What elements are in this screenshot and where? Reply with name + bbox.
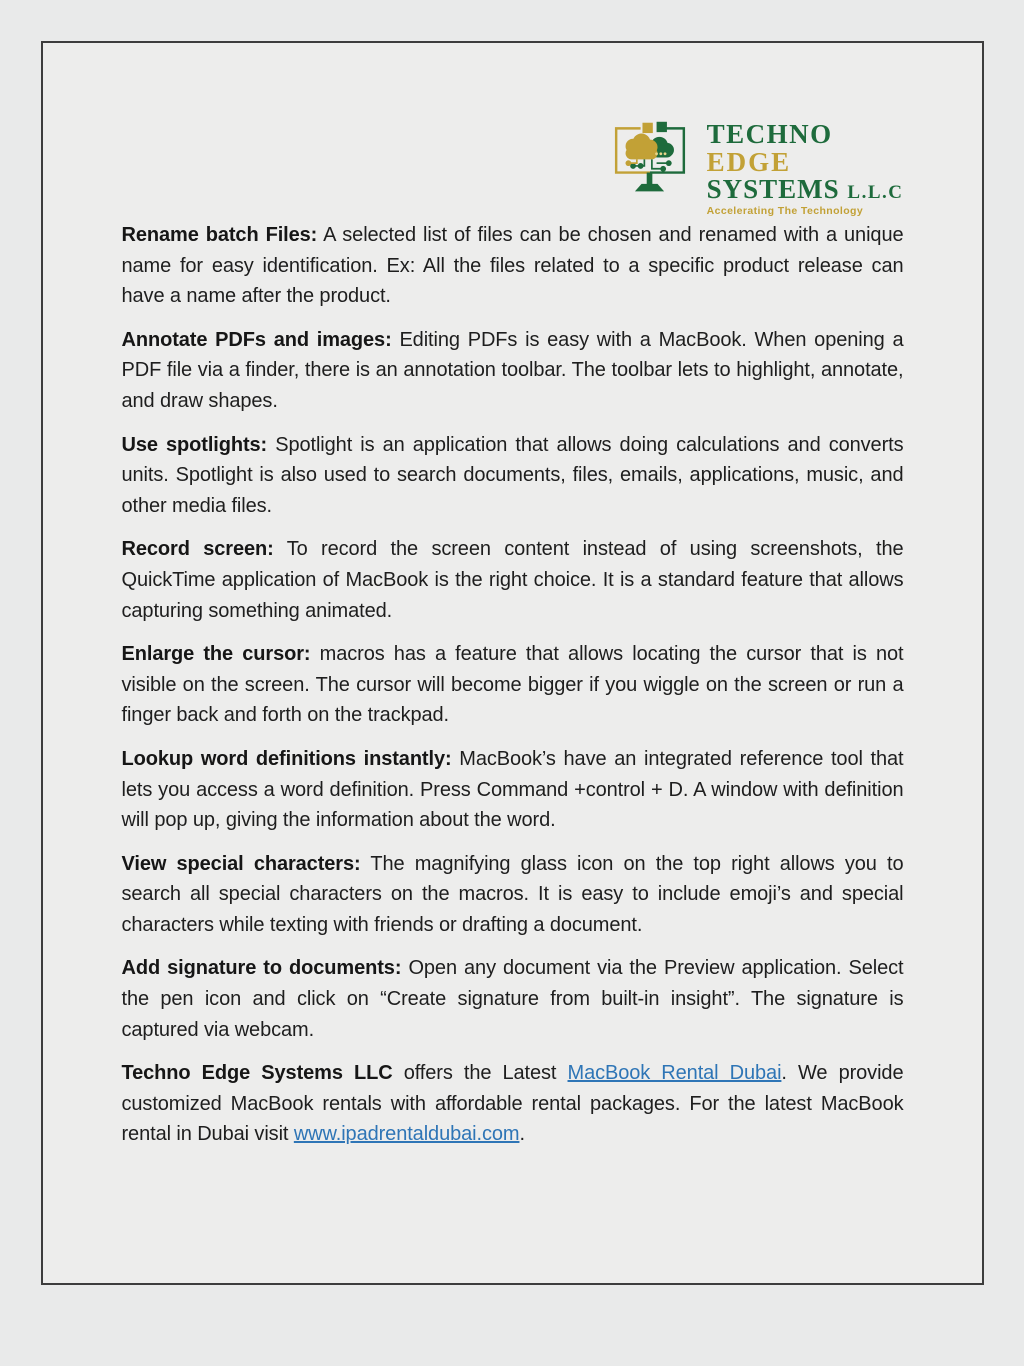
logo-word-techno: TECHNO xyxy=(706,119,833,149)
paragraph-add-signature xyxy=(122,953,904,1045)
logo-wordmark xyxy=(707,114,904,216)
paragraph-body: MacBook’s have an integrated reference tool that lets you access a word definition. Press Command +control + D. A window with definition will pop up, giving the information about the word. xyxy=(121,747,904,832)
paragraph-body: Editing PDFs is easy with a MacBook. When opening a PDF file via a finder, there is an annotation toolbar. The toolbar lets to highlight, annotate, and draw shapes. xyxy=(121,328,904,412)
paragraph-lead: Lookup word definitions instantly: xyxy=(121,747,452,770)
paragraph-body: . xyxy=(519,1123,525,1146)
logo-word-edge: EDGE xyxy=(706,146,792,177)
paragraph-closing xyxy=(122,1058,904,1150)
paragraph-rename-batch-files xyxy=(122,220,904,312)
paragraph-view-special-characters xyxy=(122,849,904,941)
paragraph-body: Spotlight is an application that allows doing calculations and converts units. Spotlight is also used to search documents, files, emails, applications, music, and other media files. xyxy=(121,433,904,517)
macbook-rental-dubai-link[interactable]: MacBook Rental Dubai xyxy=(567,1062,782,1085)
paragraph-body: To record the screen content instead of using screenshots, the QuickTime application of MacBook is the right choice. It is a standard feature that allows capturing something animated. xyxy=(121,538,904,622)
paragraph-lookup-definitions xyxy=(122,744,904,836)
paragraph-body: Open any document via the Preview application. Select the pen icon and click on “Create signature from built-in insight”. The signature is captured via webcam. xyxy=(121,957,904,1041)
document-body xyxy=(122,220,904,1150)
logo-tagline: Accelerating The Technology xyxy=(706,204,864,217)
paragraph-lead: Rename batch Files: xyxy=(121,224,318,246)
monitor-cloud-icon xyxy=(603,114,697,201)
paragraph-body: macros has a feature that allows locating the cursor that is not visible on the screen. The cursor will become bigger if you wiggle on the screen or run a finger back and forth on the trackpad. xyxy=(121,643,904,727)
paragraph-lead: Record screen: xyxy=(121,538,274,561)
paragraph-body: . We provide customized MacBook rentals with affordable rental packages. For the latest MacBook rental in Dubai visit xyxy=(121,1062,904,1146)
paragraph-use-spotlights xyxy=(122,430,904,522)
company-logo xyxy=(122,114,904,217)
paragraph-lead: Add signature to documents: xyxy=(121,957,402,980)
document-page xyxy=(41,41,984,1285)
paragraph-body: A selected list of files can be chosen and renamed with a unique name for easy identification. Ex: All the files related to a specific product release can have a name after the product. xyxy=(121,224,904,308)
paragraph-enlarge-cursor xyxy=(122,639,904,731)
paragraph-lead: Techno Edge Systems LLC xyxy=(121,1062,393,1085)
paragraph-lead: Annotate PDFs and images: xyxy=(121,328,392,351)
paragraph-lead: View special characters: xyxy=(121,852,361,875)
logo-word-systems: SYSTEMS L.L.C xyxy=(706,174,904,205)
paragraph-record-screen xyxy=(122,534,904,626)
ipadrentaldubai-link[interactable]: www.ipadrentaldubai.com xyxy=(293,1123,520,1146)
paragraph-body: The magnifying glass icon on the top right allows you to search all special characters on the macros. It is easy to include emoji’s and special characters while texting with friends or drafting a document. xyxy=(121,852,904,936)
paragraph-lead: Use spotlights: xyxy=(121,433,268,456)
logo-word-llc: L.L.C xyxy=(847,182,904,204)
paragraph-annotate-pdfs xyxy=(122,325,904,417)
paragraph-body: offers the Latest xyxy=(392,1062,568,1085)
paragraph-lead: Enlarge the cursor: xyxy=(121,643,311,666)
